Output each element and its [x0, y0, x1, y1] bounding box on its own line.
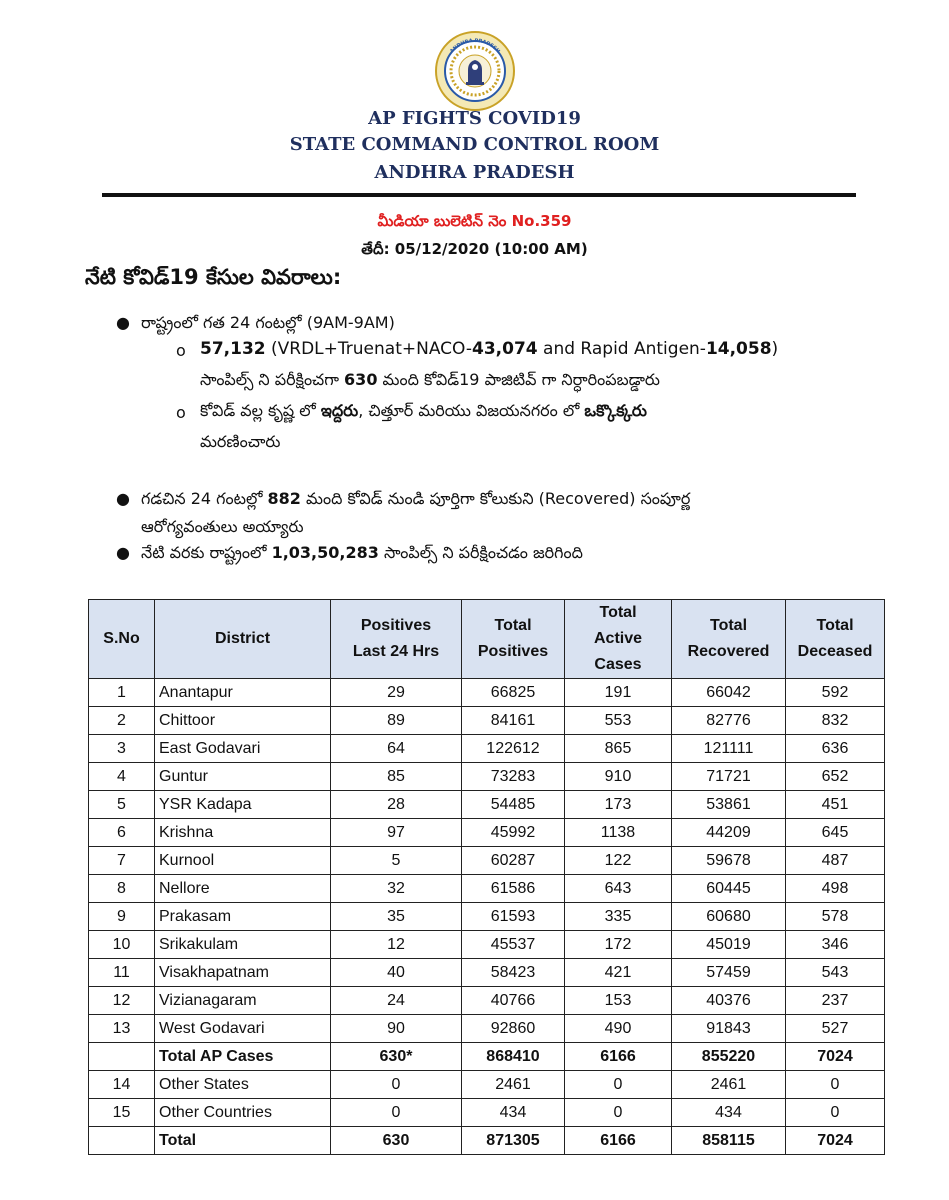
cell-total-positives: 868410 — [462, 1043, 565, 1071]
table-row — [89, 1071, 885, 1099]
cell-positives-24h: 28 — [331, 791, 462, 819]
district-cases-table — [88, 599, 885, 1155]
cell-sno: 13 — [89, 1015, 155, 1043]
sub-bullet-icon: o — [176, 341, 186, 360]
cell-total-positives: 40766 — [462, 987, 565, 1015]
table-body — [89, 679, 885, 1155]
table-row — [89, 1099, 885, 1127]
cell-active-cases: 0 — [565, 1071, 672, 1099]
table-row — [89, 791, 885, 819]
cell-recovered: 59678 — [672, 847, 786, 875]
header-positives-24h: Positives Last 24 Hrs — [331, 600, 462, 679]
cell-recovered: 57459 — [672, 959, 786, 987]
point-1-sub-2-line-2: మరణించారు — [200, 432, 281, 451]
cell-sno: 8 — [89, 875, 155, 903]
cell-district: Anantapur — [155, 679, 331, 707]
cell-deceased: 498 — [786, 875, 885, 903]
cell-sno: 6 — [89, 819, 155, 847]
cell-positives-24h: 89 — [331, 707, 462, 735]
cell-total-positives: 122612 — [462, 735, 565, 763]
cell-recovered: 53861 — [672, 791, 786, 819]
table-row — [89, 819, 885, 847]
cell-positives-24h: 29 — [331, 679, 462, 707]
cell-total-positives: 92860 — [462, 1015, 565, 1043]
header-recovered: Total Recovered — [672, 600, 786, 679]
cell-sno: 4 — [89, 763, 155, 791]
header-divider — [102, 193, 856, 197]
cell-active-cases: 1138 — [565, 819, 672, 847]
date-label: తేదీ — [361, 240, 384, 258]
cell-recovered: 60680 — [672, 903, 786, 931]
header-line-2: STATE COMMAND CONTROL ROOM — [289, 134, 660, 155]
state-emblem-icon — [434, 30, 516, 112]
cell-total-positives: 54485 — [462, 791, 565, 819]
cell-positives-24h: 32 — [331, 875, 462, 903]
cell-recovered: 2461 — [672, 1071, 786, 1099]
point-1-heading: రాష్ట్రంలో గత 24 గంటల్లో (9AM-9AM) — [141, 313, 395, 332]
cell-district: Chittoor — [155, 707, 331, 735]
cell-total-positives: 66825 — [462, 679, 565, 707]
cell-active-cases: 421 — [565, 959, 672, 987]
cell-total-positives: 871305 — [462, 1127, 565, 1155]
cell-deceased: 645 — [786, 819, 885, 847]
date-value: : 05/12/2020 (10:00 AM) — [383, 240, 588, 258]
cell-recovered: 858115 — [672, 1127, 786, 1155]
cell-positives-24h: 90 — [331, 1015, 462, 1043]
cell-deceased: 592 — [786, 679, 885, 707]
cell-active-cases: 153 — [565, 987, 672, 1015]
header-total-positives: Total Positives — [462, 600, 565, 679]
cell-sno — [89, 1043, 155, 1071]
bulletin-date — [0, 240, 949, 262]
cell-recovered: 71721 — [672, 763, 786, 791]
table-row — [89, 931, 885, 959]
table-row — [89, 763, 885, 791]
table-row — [89, 679, 885, 707]
table-row — [89, 875, 885, 903]
header-deceased: Total Deceased — [786, 600, 885, 679]
cell-recovered: 91843 — [672, 1015, 786, 1043]
cell-total-positives: 45537 — [462, 931, 565, 959]
cell-active-cases: 0 — [565, 1099, 672, 1127]
cell-positives-24h: 35 — [331, 903, 462, 931]
table-row — [89, 735, 885, 763]
bullet-icon: ● — [116, 313, 130, 332]
table-row — [89, 1015, 885, 1043]
cell-total-positives: 434 — [462, 1099, 565, 1127]
cell-positives-24h: 630* — [331, 1043, 462, 1071]
cell-sno: 14 — [89, 1071, 155, 1099]
header-district: District — [155, 600, 331, 679]
cell-recovered: 60445 — [672, 875, 786, 903]
cell-active-cases: 172 — [565, 931, 672, 959]
emblem-text: ANDHRA PRADESH — [449, 37, 501, 55]
cell-district: Krishna — [155, 819, 331, 847]
cell-active-cases: 6166 — [565, 1127, 672, 1155]
cell-deceased: 578 — [786, 903, 885, 931]
cell-sno: 3 — [89, 735, 155, 763]
cell-active-cases: 490 — [565, 1015, 672, 1043]
table-row — [89, 959, 885, 987]
point-2-line-2: ఆరోగ్యవంతులు అయ్యారు — [141, 517, 304, 536]
table-row — [89, 707, 885, 735]
cell-district: Visakhapatnam — [155, 959, 331, 987]
cell-deceased: 636 — [786, 735, 885, 763]
cell-positives-24h: 630 — [331, 1127, 462, 1155]
header-sno: S.No — [89, 600, 155, 679]
table-row — [89, 1043, 885, 1071]
cell-active-cases: 6166 — [565, 1043, 672, 1071]
table-header-row — [89, 600, 885, 679]
cell-active-cases: 865 — [565, 735, 672, 763]
cell-district: Srikakulam — [155, 931, 331, 959]
cell-total-positives: 2461 — [462, 1071, 565, 1099]
cell-recovered: 121111 — [672, 735, 786, 763]
cell-active-cases: 553 — [565, 707, 672, 735]
cell-positives-24h: 5 — [331, 847, 462, 875]
cell-recovered: 44209 — [672, 819, 786, 847]
cell-deceased: 832 — [786, 707, 885, 735]
cell-sno: 10 — [89, 931, 155, 959]
cell-deceased: 0 — [786, 1071, 885, 1099]
cell-active-cases: 643 — [565, 875, 672, 903]
bulletin-number: మీడియా బులెటిన్ నెం No.359 — [377, 212, 572, 230]
cell-district: Kurnool — [155, 847, 331, 875]
cell-active-cases: 173 — [565, 791, 672, 819]
cell-total-positives: 84161 — [462, 707, 565, 735]
cell-district: Total — [155, 1127, 331, 1155]
cell-recovered: 82776 — [672, 707, 786, 735]
cell-deceased: 237 — [786, 987, 885, 1015]
sub-bullet-icon: o — [176, 403, 186, 422]
cell-positives-24h: 40 — [331, 959, 462, 987]
cell-deceased: 487 — [786, 847, 885, 875]
cell-positives-24h: 85 — [331, 763, 462, 791]
table-row — [89, 903, 885, 931]
cell-sno: 15 — [89, 1099, 155, 1127]
cell-total-positives: 45992 — [462, 819, 565, 847]
cell-deceased: 527 — [786, 1015, 885, 1043]
header-active-cases: Total Active Cases — [565, 600, 672, 679]
cell-district: Nellore — [155, 875, 331, 903]
table-row — [89, 987, 885, 1015]
cell-total-positives: 60287 — [462, 847, 565, 875]
cell-district: Other States — [155, 1071, 331, 1099]
header-line-1: AP FIGHTS COVID19 — [368, 108, 581, 129]
cell-district: Vizianagaram — [155, 987, 331, 1015]
cell-sno: 11 — [89, 959, 155, 987]
cell-active-cases: 335 — [565, 903, 672, 931]
point-1-sub-1-line-2: సాంపిల్స్ ని పరీక్షించగా 630 మంది కోవిడ్19 పాజిటివ్ గా నిర్ధారింపబడ్డారు — [200, 370, 660, 389]
cell-positives-24h: 97 — [331, 819, 462, 847]
cell-positives-24h: 0 — [331, 1071, 462, 1099]
cell-district: YSR Kadapa — [155, 791, 331, 819]
point-1-sub-2-line-1: కోవిడ్ వల్ల కృష్ణ లో ఇద్దరు, చిత్తూర్ మరియు విజయనగరం లో ఒక్కొక్కరు — [200, 401, 647, 420]
cell-deceased: 7024 — [786, 1127, 885, 1155]
section-title: నేటి కోవిడ్19 కేసుల వివరాలు: — [85, 265, 342, 289]
cell-deceased: 0 — [786, 1099, 885, 1127]
bullet-icon: ● — [116, 543, 130, 562]
cell-active-cases: 122 — [565, 847, 672, 875]
cell-total-positives: 58423 — [462, 959, 565, 987]
cell-total-positives: 73283 — [462, 763, 565, 791]
table-row — [89, 1127, 885, 1155]
cell-deceased: 652 — [786, 763, 885, 791]
cell-positives-24h: 24 — [331, 987, 462, 1015]
cell-deceased: 451 — [786, 791, 885, 819]
point-2-line-1: గడచిన 24 గంటల్లో 882 మంది కోవిడ్ నుండి పూర్తిగా కోలుకుని (Recovered) సంపూర్ణ — [141, 489, 691, 508]
header-line-3: ANDHRA PRADESH — [374, 162, 575, 183]
cell-deceased: 346 — [786, 931, 885, 959]
bullet-icon: ● — [116, 489, 130, 508]
cell-positives-24h: 64 — [331, 735, 462, 763]
cell-recovered: 855220 — [672, 1043, 786, 1071]
cell-sno: 12 — [89, 987, 155, 1015]
cell-district: Prakasam — [155, 903, 331, 931]
cell-sno: 7 — [89, 847, 155, 875]
table-row — [89, 847, 885, 875]
cell-active-cases: 191 — [565, 679, 672, 707]
point-3: నేటి వరకు రాష్ట్రంలో 1,03,50,283 సాంపిల్స్ ని పరీక్షించడం జరిగింది — [141, 543, 583, 562]
cell-total-positives: 61593 — [462, 903, 565, 931]
cell-active-cases: 910 — [565, 763, 672, 791]
cell-district: East Godavari — [155, 735, 331, 763]
cell-sno: 1 — [89, 679, 155, 707]
cell-deceased: 543 — [786, 959, 885, 987]
cell-district: Other Countries — [155, 1099, 331, 1127]
cell-district: Total AP Cases — [155, 1043, 331, 1071]
cell-sno — [89, 1127, 155, 1155]
cell-positives-24h: 0 — [331, 1099, 462, 1127]
cell-recovered: 434 — [672, 1099, 786, 1127]
cell-district: West Godavari — [155, 1015, 331, 1043]
cell-recovered: 45019 — [672, 931, 786, 959]
cell-positives-24h: 12 — [331, 931, 462, 959]
cell-deceased: 7024 — [786, 1043, 885, 1071]
cell-district: Guntur — [155, 763, 331, 791]
cell-total-positives: 61586 — [462, 875, 565, 903]
cell-sno: 5 — [89, 791, 155, 819]
point-1-sub-1-line-1: 57,132 (VRDL+Truenat+NACO-43,074 and Rapid Antigen-14,058) — [200, 339, 779, 359]
cell-recovered: 66042 — [672, 679, 786, 707]
cell-sno: 9 — [89, 903, 155, 931]
cell-recovered: 40376 — [672, 987, 786, 1015]
cell-sno: 2 — [89, 707, 155, 735]
